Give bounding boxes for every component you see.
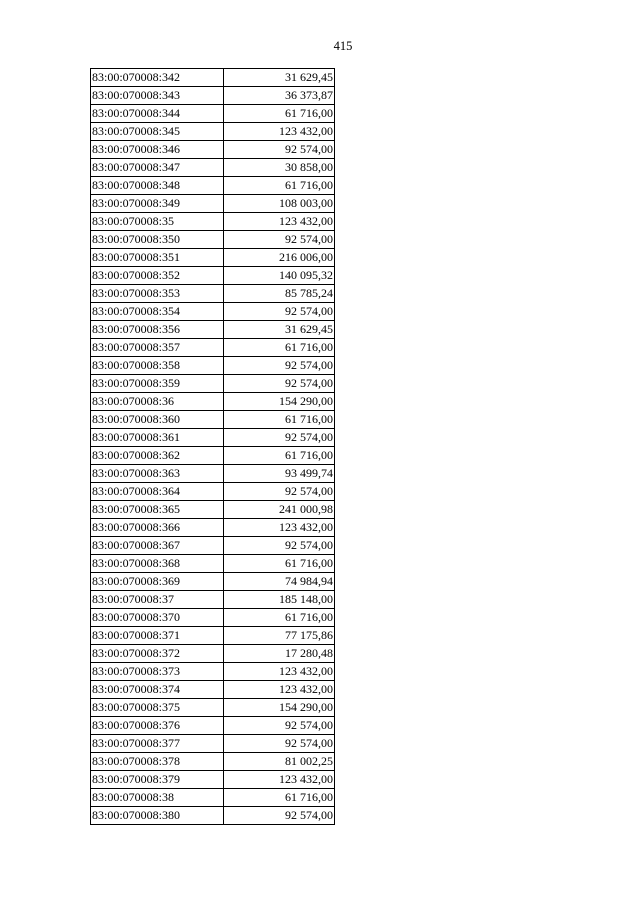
table-row [91, 375, 335, 393]
value-cell: 74 984,94 [224, 573, 335, 591]
value-cell: 92 574,00 [224, 375, 335, 393]
value-cell: 123 432,00 [224, 663, 335, 681]
value-cell: 61 716,00 [224, 411, 335, 429]
table-row [91, 573, 335, 591]
cadastral-number-cell: 83:00:070008:358 [91, 357, 224, 375]
value-cell: 61 716,00 [224, 447, 335, 465]
value-cell: 123 432,00 [224, 681, 335, 699]
table-row [91, 87, 335, 105]
table-row [91, 195, 335, 213]
table-row [91, 249, 335, 267]
table-row [91, 627, 335, 645]
cadastral-number-cell: 83:00:070008:356 [91, 321, 224, 339]
value-cell: 92 574,00 [224, 303, 335, 321]
value-cell: 154 290,00 [224, 393, 335, 411]
cadastral-number-cell: 83:00:070008:346 [91, 141, 224, 159]
cadastral-value-table [90, 68, 335, 825]
value-cell: 36 373,87 [224, 87, 335, 105]
cadastral-number-cell: 83:00:070008:362 [91, 447, 224, 465]
value-cell: 154 290,00 [224, 699, 335, 717]
table-row [91, 141, 335, 159]
table-row [91, 159, 335, 177]
table-row [91, 591, 335, 609]
cadastral-number-cell: 83:00:070008:371 [91, 627, 224, 645]
table-row [91, 537, 335, 555]
table-body [91, 69, 335, 825]
cadastral-number-cell: 83:00:070008:366 [91, 519, 224, 537]
cadastral-number-cell: 83:00:070008:363 [91, 465, 224, 483]
table-row [91, 411, 335, 429]
cadastral-number-cell: 83:00:070008:380 [91, 807, 224, 825]
table-row [91, 231, 335, 249]
value-cell: 123 432,00 [224, 213, 335, 231]
cadastral-number-cell: 83:00:070008:353 [91, 285, 224, 303]
value-cell: 92 574,00 [224, 537, 335, 555]
cadastral-number-cell: 83:00:070008:369 [91, 573, 224, 591]
value-cell: 92 574,00 [224, 357, 335, 375]
cadastral-number-cell: 83:00:070008:343 [91, 87, 224, 105]
value-cell: 92 574,00 [224, 141, 335, 159]
value-cell: 61 716,00 [224, 105, 335, 123]
cadastral-number-cell: 83:00:070008:372 [91, 645, 224, 663]
table-row [91, 429, 335, 447]
value-cell: 61 716,00 [224, 339, 335, 357]
value-cell: 17 280,48 [224, 645, 335, 663]
table-row [91, 645, 335, 663]
table-row [91, 807, 335, 825]
value-cell: 61 716,00 [224, 609, 335, 627]
cadastral-number-cell: 83:00:070008:345 [91, 123, 224, 141]
value-cell: 108 003,00 [224, 195, 335, 213]
cadastral-number-cell: 83:00:070008:354 [91, 303, 224, 321]
value-cell: 81 002,25 [224, 753, 335, 771]
table-row [91, 339, 335, 357]
cadastral-number-cell: 83:00:070008:379 [91, 771, 224, 789]
table-row [91, 285, 335, 303]
cadastral-number-cell: 83:00:070008:376 [91, 717, 224, 735]
table-row [91, 681, 335, 699]
cadastral-number-cell: 83:00:070008:36 [91, 393, 224, 411]
value-cell: 123 432,00 [224, 123, 335, 141]
cadastral-number-cell: 83:00:070008:35 [91, 213, 224, 231]
value-cell: 93 499,74 [224, 465, 335, 483]
value-cell: 92 574,00 [224, 483, 335, 501]
value-cell: 92 574,00 [224, 735, 335, 753]
value-cell: 123 432,00 [224, 771, 335, 789]
table-row [91, 663, 335, 681]
table-row [91, 789, 335, 807]
table-row [91, 357, 335, 375]
table-row [91, 771, 335, 789]
value-cell: 216 006,00 [224, 249, 335, 267]
value-cell: 92 574,00 [224, 717, 335, 735]
table-row [91, 447, 335, 465]
cadastral-number-cell: 83:00:070008:373 [91, 663, 224, 681]
cadastral-number-cell: 83:00:070008:367 [91, 537, 224, 555]
table-row [91, 735, 335, 753]
cadastral-number-cell: 83:00:070008:357 [91, 339, 224, 357]
cadastral-number-cell: 83:00:070008:38 [91, 789, 224, 807]
table-row [91, 321, 335, 339]
table-row [91, 519, 335, 537]
cadastral-number-cell: 83:00:070008:359 [91, 375, 224, 393]
cadastral-number-cell: 83:00:070008:350 [91, 231, 224, 249]
cadastral-number-cell: 83:00:070008:374 [91, 681, 224, 699]
cadastral-number-cell: 83:00:070008:349 [91, 195, 224, 213]
cadastral-number-cell: 83:00:070008:352 [91, 267, 224, 285]
value-cell: 30 858,00 [224, 159, 335, 177]
table-row [91, 123, 335, 141]
cadastral-number-cell: 83:00:070008:348 [91, 177, 224, 195]
value-cell: 61 716,00 [224, 177, 335, 195]
table-row [91, 753, 335, 771]
cadastral-number-cell: 83:00:070008:344 [91, 105, 224, 123]
table-row [91, 465, 335, 483]
table-row [91, 717, 335, 735]
cadastral-number-cell: 83:00:070008:370 [91, 609, 224, 627]
table-row [91, 105, 335, 123]
value-cell: 61 716,00 [224, 555, 335, 573]
value-cell: 92 574,00 [224, 429, 335, 447]
table-row [91, 555, 335, 573]
cadastral-number-cell: 83:00:070008:360 [91, 411, 224, 429]
cadastral-number-cell: 83:00:070008:377 [91, 735, 224, 753]
page-number: 415 [333, 39, 353, 53]
value-cell: 140 095,32 [224, 267, 335, 285]
value-cell: 241 000,98 [224, 501, 335, 519]
value-cell: 61 716,00 [224, 789, 335, 807]
table-row [91, 213, 335, 231]
table-row [91, 501, 335, 519]
table-row [91, 699, 335, 717]
cadastral-number-cell: 83:00:070008:368 [91, 555, 224, 573]
value-cell: 77 175,86 [224, 627, 335, 645]
cadastral-number-cell: 83:00:070008:342 [91, 69, 224, 87]
cadastral-number-cell: 83:00:070008:351 [91, 249, 224, 267]
table-row [91, 303, 335, 321]
table-row [91, 393, 335, 411]
cadastral-number-cell: 83:00:070008:365 [91, 501, 224, 519]
table-row [91, 177, 335, 195]
value-cell: 85 785,24 [224, 285, 335, 303]
table-row [91, 69, 335, 87]
cadastral-number-cell: 83:00:070008:375 [91, 699, 224, 717]
cadastral-number-cell: 83:00:070008:37 [91, 591, 224, 609]
cadastral-number-cell: 83:00:070008:378 [91, 753, 224, 771]
value-cell: 185 148,00 [224, 591, 335, 609]
table-row [91, 267, 335, 285]
value-cell: 92 574,00 [224, 807, 335, 825]
value-cell: 31 629,45 [224, 69, 335, 87]
table-row [91, 483, 335, 501]
table-row [91, 609, 335, 627]
cadastral-number-cell: 83:00:070008:361 [91, 429, 224, 447]
cadastral-number-cell: 83:00:070008:364 [91, 483, 224, 501]
value-cell: 123 432,00 [224, 519, 335, 537]
cadastral-number-cell: 83:00:070008:347 [91, 159, 224, 177]
value-cell: 92 574,00 [224, 231, 335, 249]
value-cell: 31 629,45 [224, 321, 335, 339]
